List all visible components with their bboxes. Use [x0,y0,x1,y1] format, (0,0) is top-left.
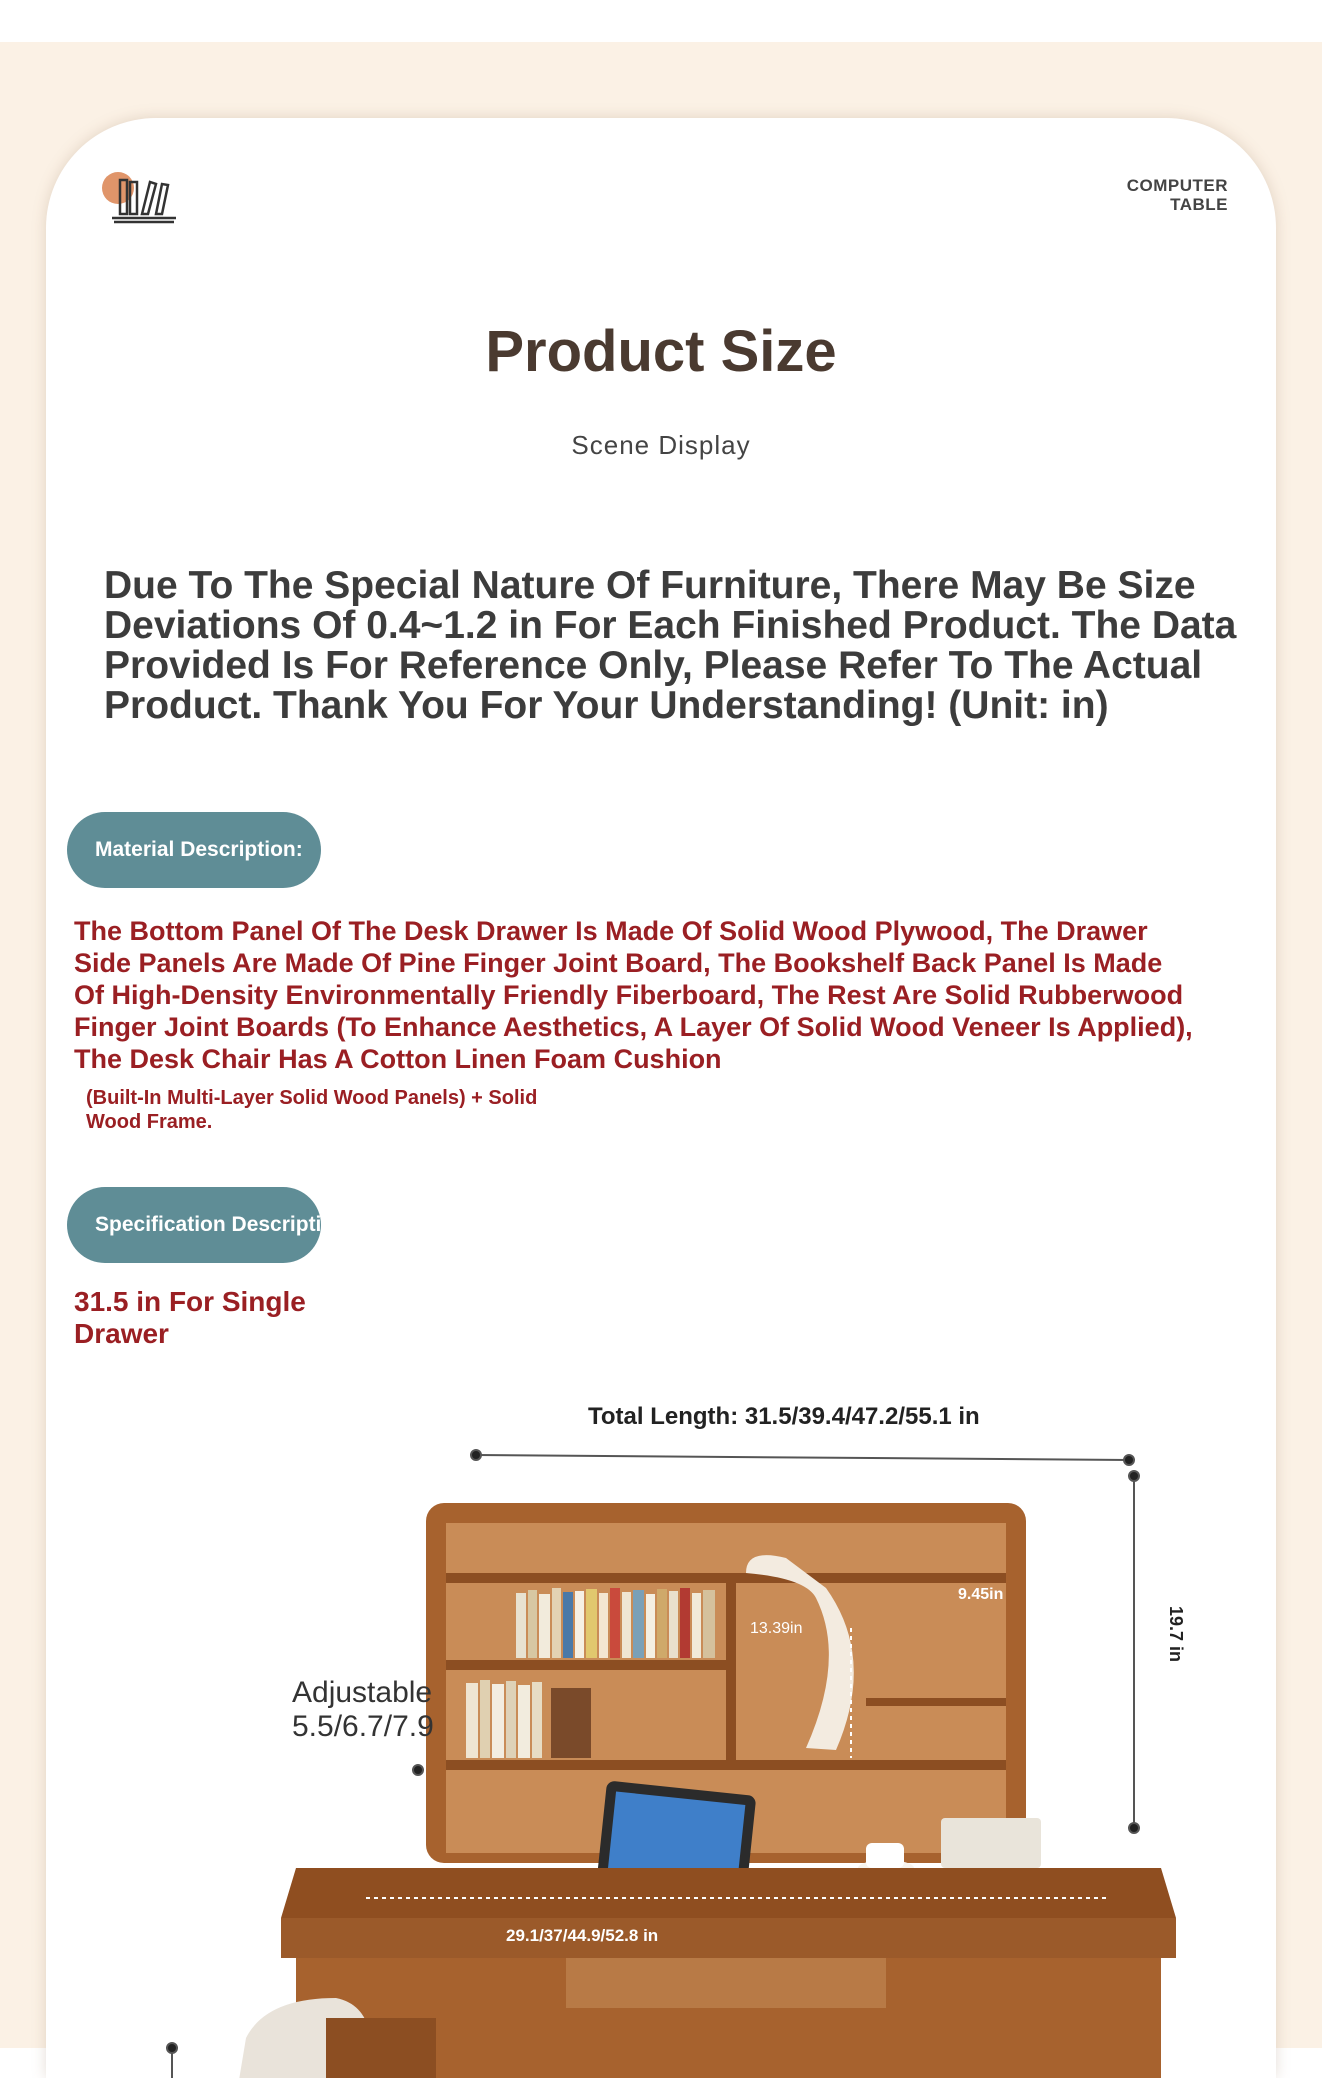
size-deviation-notice: Due To The Special Nature Of Furniture, There May Be Size Deviations Of 0.4~1.2 in For Each Finished Product. The Data Provided Is For Reference Only, Please Refer To The Actual Product. Thank You For Your Understanding! (Unit: in) [104,564,1237,727]
specification-description-badge: Specification Description [67,1187,321,1263]
specification-size-text: 31.5 in For Single Drawer [74,1286,306,1349]
brand-line-1: COMPUTER [1126,176,1228,195]
adjustable-line-1: Adjustable [292,1676,433,1709]
total-length-label: Total Length: 31.5/39.4/47.2/55.1 in [588,1403,980,1430]
shelf-inner-height-label: 13.39in [750,1620,803,1637]
page-subtitle: Scene Display [571,430,751,460]
material-frame-note: (Built-In Multi-Layer Solid Wood Panels) + Solid Wood Frame. [86,1087,538,1133]
product-card [46,118,1276,2078]
shelf-depth-label: 9.45in [958,1586,1004,1603]
adjustable-height-label [292,1676,434,1744]
desk-length-label: 29.1/37/44.9/52.8 in [506,1926,659,1945]
page-title: Product Size [485,319,837,384]
product-illustration [46,1398,1276,2078]
material-description-badge: Material Description: [67,812,321,888]
brand-label [1127,176,1228,214]
material-description-text: The Bottom Panel Of The Desk Drawer Is Made Of Solid Wood Plywood, The Drawer Side Panels Are Made Of Pine Finger Joint Board, The Bookshelf Back Panel Is Made Of High-Density Environmentally Friendly Fiberboard, The Rest Are Solid Rubberwood Finger Joint Boards (To Enhance Aesthetics, A Layer Of Solid Wood Veneer Is Applied), The Desk Chair Has A Cotton Linen Foam Cushion [74,916,1193,1074]
brand-line-2: TABLE [1170,195,1228,214]
adjustable-line-2: 5.5/6.7/7.9 [292,1710,434,1743]
shelf-height-label: 19.7 in [1166,1606,1186,1663]
bookshelf-logo-icon [98,168,182,232]
